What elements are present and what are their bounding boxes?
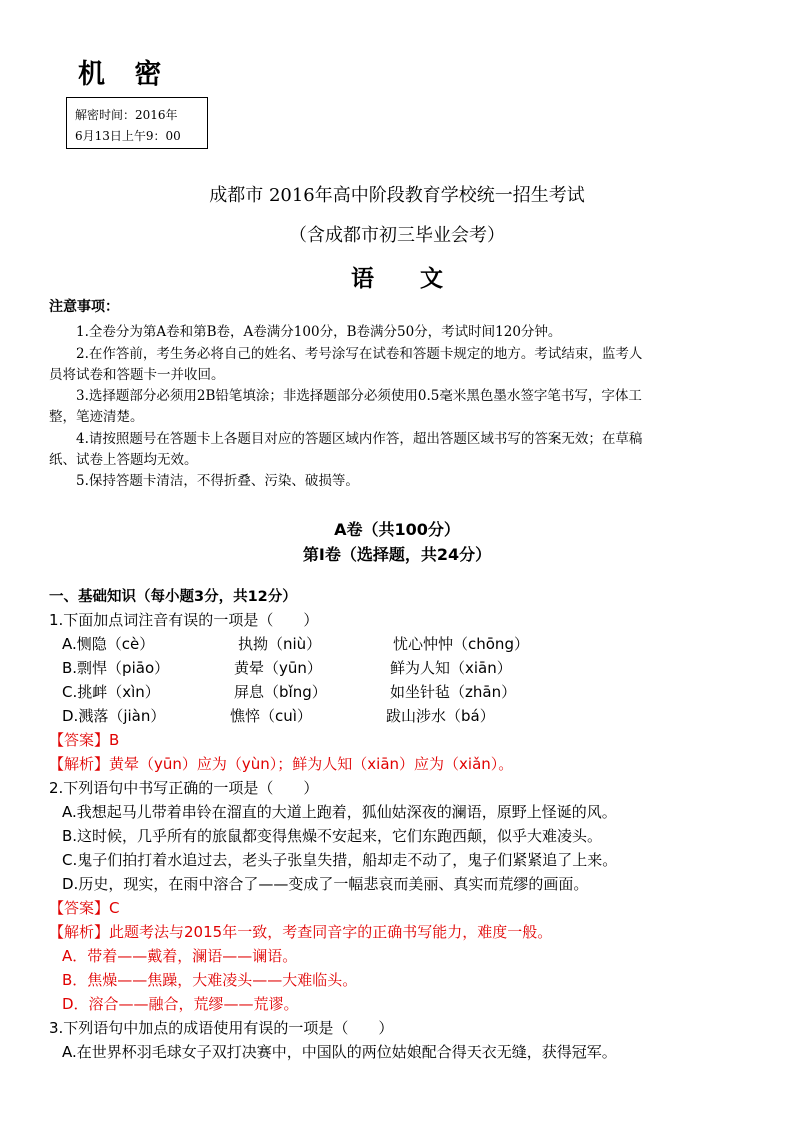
basic-knowledge-heading: 一、基础知识（每小题3分，共12分） bbox=[49, 589, 297, 605]
a-volume-heading: A卷（共100分） bbox=[334, 520, 460, 539]
notice-line: 员将试卷和答题卡一并收回。 bbox=[49, 367, 225, 383]
q2-answer: 【答案】C bbox=[49, 899, 120, 917]
declassification-box bbox=[66, 97, 208, 149]
q1-option: 跋山涉水（bá） bbox=[386, 707, 495, 725]
analysis-label: 【解析】 bbox=[49, 755, 110, 773]
exam-subtitle: （含成都市初三毕业会考） bbox=[289, 225, 505, 246]
q1-option: A.恻隐（cè） bbox=[62, 635, 155, 653]
q2-analysis-line: D．溶合——融合，荒缪——荒谬。 bbox=[62, 995, 299, 1013]
notice-line: 纸、试卷上答题均无效。 bbox=[49, 452, 198, 468]
notice-line: 整，笔迹清楚。 bbox=[49, 409, 144, 425]
q1-option: 如坐针毡（zhān） bbox=[390, 683, 517, 701]
q1-option: 执拗（niù） bbox=[238, 635, 322, 653]
question-3-stem: 3.下列语句中加点的成语使用有误的一项是（ ） bbox=[49, 1019, 394, 1037]
q3-option: A.在世界杯羽毛球女子双打决赛中，中国队的两位姑娘配合得天衣无缝，获得冠军。 bbox=[62, 1043, 617, 1061]
analysis-label: 【解析】 bbox=[49, 923, 110, 941]
q1-option: 忧心忡忡（chōng） bbox=[393, 635, 529, 653]
q1-option: 鲜为人知（xiān） bbox=[390, 659, 512, 677]
q1-option: 屏息（bǐng） bbox=[234, 683, 327, 701]
notice-line: 5.保持答题卡清洁，不得折叠、污染、破损等。 bbox=[76, 473, 359, 489]
question-1-stem: 1.下面加点词注音有误的一项是（ ） bbox=[49, 611, 319, 629]
notice-line: 2.在作答前，考生务必将自己的姓名、考号涂写在试卷和答题卡规定的地方。考试结束，监考人 bbox=[76, 346, 643, 362]
q2-analysis-line: B．焦燥——焦躁，大难凌头——大难临头。 bbox=[62, 971, 358, 989]
q1-option: 黄晕（yūn） bbox=[234, 659, 322, 677]
exam-title: 成都市 2016年高中阶段教育学校统一招生考试 bbox=[209, 185, 585, 206]
q2-analysis-line: A．带着——戴着，澜语——谰语。 bbox=[62, 947, 298, 965]
question-2-stem: 2.下列语句中书写正确的一项是（ ） bbox=[49, 779, 319, 797]
q1-option: C.挑衅（xìn） bbox=[62, 683, 160, 701]
q1-option: D.溅落（jiàn） bbox=[62, 707, 166, 725]
part1-heading: 第Ⅰ卷（选择题，共24分） bbox=[302, 545, 492, 564]
q1-answer: 【答案】B bbox=[49, 731, 120, 749]
q1-option: B.剽悍（piāo） bbox=[62, 659, 170, 677]
analysis-text: 此题考法与2015年一致，考查同音字的正确书写能力，难度一般。 bbox=[109, 923, 553, 941]
q2-analysis bbox=[49, 921, 552, 942]
q2-option: C.鬼子们拍打着水追过去，老头子张皇失措，船却走不动了，鬼子们紧紧追了上来。 bbox=[62, 851, 618, 869]
q1-analysis bbox=[49, 753, 513, 774]
notice-line: 3.选择题部分必须用2B铅笔填涂；非选择题部分必须使用0.5毫米黑色墨水签字笔书写，字体工 bbox=[76, 388, 642, 404]
notice-line: 1.全卷分为第A卷和第B卷，A卷满分100分，B卷满分50分，考试时间120分钟。 bbox=[76, 324, 562, 340]
q2-option: B.这时候，几乎所有的旅鼠都变得焦燥不安起来，它们东跑西颠，似乎大难凌头。 bbox=[62, 827, 603, 845]
q2-option: D.历史，现实，在雨中溶合了——变成了一幅悲哀而美丽、真实而荒缪的画面。 bbox=[62, 875, 589, 893]
declass-time-line2: 6月13日上午9：00 bbox=[75, 129, 181, 143]
subject-title: 语 文 bbox=[351, 266, 443, 292]
notice-line: 4.请按照题号在答题卡上各题目对应的答题区域内作答，超出答题区域书写的答案无效；在草稿 bbox=[76, 431, 643, 447]
notice-heading: 注意事项： bbox=[49, 299, 119, 315]
declass-time-line1: 解密时间：2016年 bbox=[75, 108, 178, 122]
q2-option: A.我想起马儿带着串铃在溜直的大道上跑着，狐仙姑深夜的澜语，原野上怪诞的风。 bbox=[62, 803, 617, 821]
q1-option: 憔悴（cuì） bbox=[230, 707, 312, 725]
analysis-text: 黄晕（yūn）应为（yùn）；鲜为人知（xiān）应为（xiǎn）。 bbox=[109, 755, 514, 773]
confidential-mark: 机 密 bbox=[78, 59, 172, 90]
